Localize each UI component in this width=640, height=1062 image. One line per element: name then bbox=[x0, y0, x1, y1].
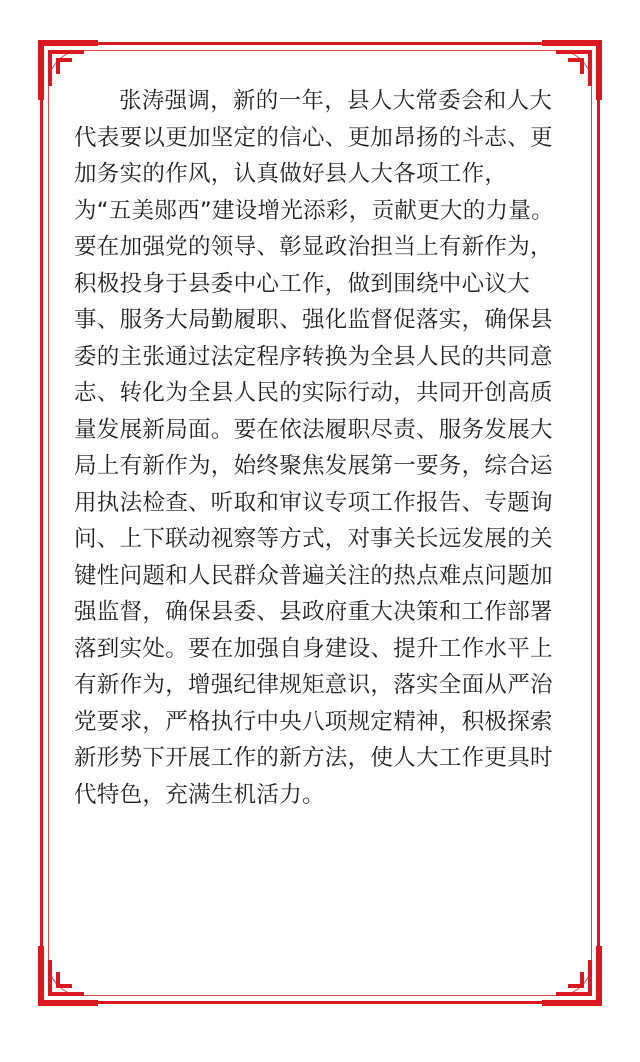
paragraph-line: 有新作为，增强纪律规矩意识，落实全面从严治 bbox=[74, 672, 553, 698]
paragraph-line: 代表要以更加坚定的信心、更加昂扬的斗志、更 bbox=[74, 124, 553, 151]
paragraph-line: 问、上下联动视察等方式，对事关长远发展的关 bbox=[74, 526, 553, 552]
corner-ornament-icon bbox=[38, 946, 98, 1006]
paragraph-line: 代特色，充满生机活力。 bbox=[74, 781, 325, 808]
paragraph-line: 量发展新局面。要在依法履职尽责、服务发展大 bbox=[74, 416, 553, 443]
paragraph-line: 党要求，严格执行中央八项规定精神，积极探索 bbox=[74, 708, 553, 735]
corner-ornament-icon bbox=[542, 946, 602, 1006]
paragraph-line: 新形势下开展工作的新方法，使人大工作更具时 bbox=[74, 745, 553, 771]
paragraph-line: 键性问题和人民群众普遍关注的热点难点问题加 bbox=[74, 562, 553, 589]
paragraph-line: 志、转化为全县人民的实际行动，共同开创高质 bbox=[74, 380, 553, 406]
paragraph-line: 落到实处。要在加强自身建设、提升工作水平上 bbox=[74, 635, 553, 662]
paragraph-line: 张涛强调，新的一年，县人大常委会和人大 bbox=[119, 88, 553, 114]
paragraph-line: 用执法检查、听取和审议专项工作报告、专题询 bbox=[74, 489, 553, 516]
paragraph-line: 要在加强党的领导、彰显政治担当上有新作为， bbox=[74, 234, 553, 260]
paragraph-line: 局上有新作为，始终聚焦发展第一要务，综合运 bbox=[74, 453, 553, 479]
paragraph-line: 加务实的作风，认真做好县人大各项工作， bbox=[74, 161, 508, 187]
paragraph-line: 为“五美郧西”建设增光添彩，贡献更大的力量。 bbox=[74, 197, 554, 224]
paragraph-line: 委的主张通过法定程序转换为全县人民的共同意 bbox=[74, 343, 553, 370]
paragraph-line: 积极投身于县委中心工作，做到围绕中心议大 bbox=[74, 270, 531, 297]
paragraph-line: 强监督，确保县委、县政府重大决策和工作部署 bbox=[74, 599, 553, 625]
article-body bbox=[74, 83, 560, 813]
paragraph-line: 事、服务大局勤履职、强化监督促落实，确保县 bbox=[74, 307, 553, 333]
